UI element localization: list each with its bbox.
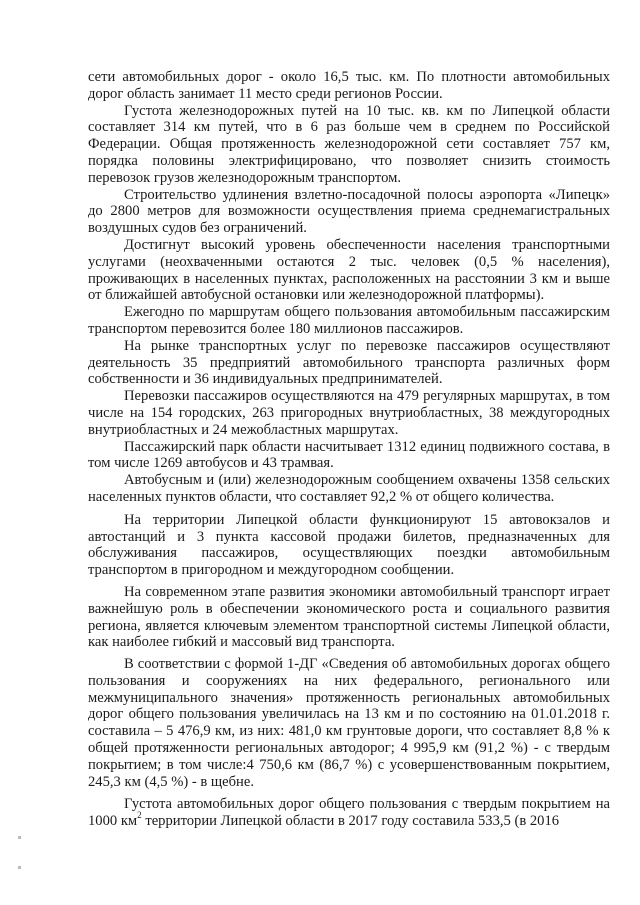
paragraph: Строительство удлинения взлетно-посадочной полосы аэропорта «Липецк» до 2800 метров для возможности осуществления приема среднемагистральных воздушных судов без ограничений. xyxy=(88,186,610,237)
paragraph-text: Густота автомобильных дорог общего пользования с твердым покрытием на 1000 км xyxy=(88,796,610,830)
scan-mark xyxy=(18,836,21,839)
paragraph: В соответствии с формой 1-ДГ «Сведения об автомобильных дорогах общего пользования и сооружениях на них федерального, регионального или межмуниципального значения» протяженность региональных автомобильных дорог общего пользования увеличилась на 13 км и по состоянию на 01.01.2018 г. составила – 5 476,9 км, из них: 481,0 км грунтовые дороги, что составляет 8,8 % к общей протяженности региональных автодорог; 4 995,9 км (91,2 %) - с твердым покрытием; в том числе:4 750,6 км (86,7 %) с усовершенствованным покрытием, 245,3 км (4,5 %) - в щебне. xyxy=(88,656,610,790)
paragraph: Пассажирский парк области насчитывает 1312 единиц подвижного состава, в том числе 1269 автобусов и 43 трамвая. xyxy=(88,438,610,472)
scan-mark xyxy=(18,866,21,869)
document-body xyxy=(88,69,610,830)
paragraph-text: территории Липецкой области в 2017 году составила 533,5 (в 2016 xyxy=(141,813,560,830)
paragraph: Густота железнодорожных путей на 10 тыс. кв. км по Липецкой области составляет 314 км путей, что в 6 раз больше чем в среднем по Российской Федерации. Общая протяженность железнодорожной сети составляет 757 км, порядка половины электрифицировано, что позволяет снизить стоимость перевозок грузов железнодорожным транспортом. xyxy=(88,102,610,186)
paragraph: Ежегодно по маршрутам общего пользования автомобильным пассажирским транспортом перевозится более 180 миллионов пассажиров. xyxy=(88,304,610,337)
paragraph: На рынке транспортных услуг по перевозке пассажиров осуществляют деятельность 35 предприятий автомобильного транспорта различных форм собственности и 36 индивидуальных предпринимателей. xyxy=(88,337,610,388)
paragraph: сети автомобильных дорог - около 16,5 тыс. км. По плотности автомобильных дорог область занимает 11 место среди регионов России. xyxy=(88,69,610,102)
superscript: 2 xyxy=(137,810,142,821)
paragraph: На современном этапе развития экономики автомобильный транспорт играет важнейшую роль в обеспечении экономического роста и социального развития региона, является ключевым элементом транспортной системы Липецкой области, как наиболее гибкий и массовый вид транспорта. xyxy=(88,583,610,651)
paragraph: Автобусным и (или) железнодорожным сообщением охвачены 1358 сельских населенных пунктов области, что составляет 92,2 % от общего количества. xyxy=(88,472,610,505)
paragraph: Перевозки пассажиров осуществляются на 479 регулярных маршрутах, в том числе на 154 городских, 263 пригородных внутриобластных, 38 междугородных внутриобластных и 24 межобластных маршрутах. xyxy=(88,388,610,438)
paragraph: На территории Липецкой области функционируют 15 автовокзалов и автостанций и 3 пункта кассовой продажи билетов, предназначенных для обслуживания пассажиров, осуществляющих поездки автомобильным транспортом в пригородном и междугородном сообщении. xyxy=(88,511,610,579)
paragraph: Достигнут высокий уровень обеспеченности населения транспортными услугами (неохваченными остаются 2 тыс. человек (0,5 % населения), проживающих в населенных пунктах, расположенных на расстоянии 3 км и выше от ближайшей автобусной остановки или железнодорожной платформы). xyxy=(88,236,610,304)
paragraph-last xyxy=(88,796,610,830)
